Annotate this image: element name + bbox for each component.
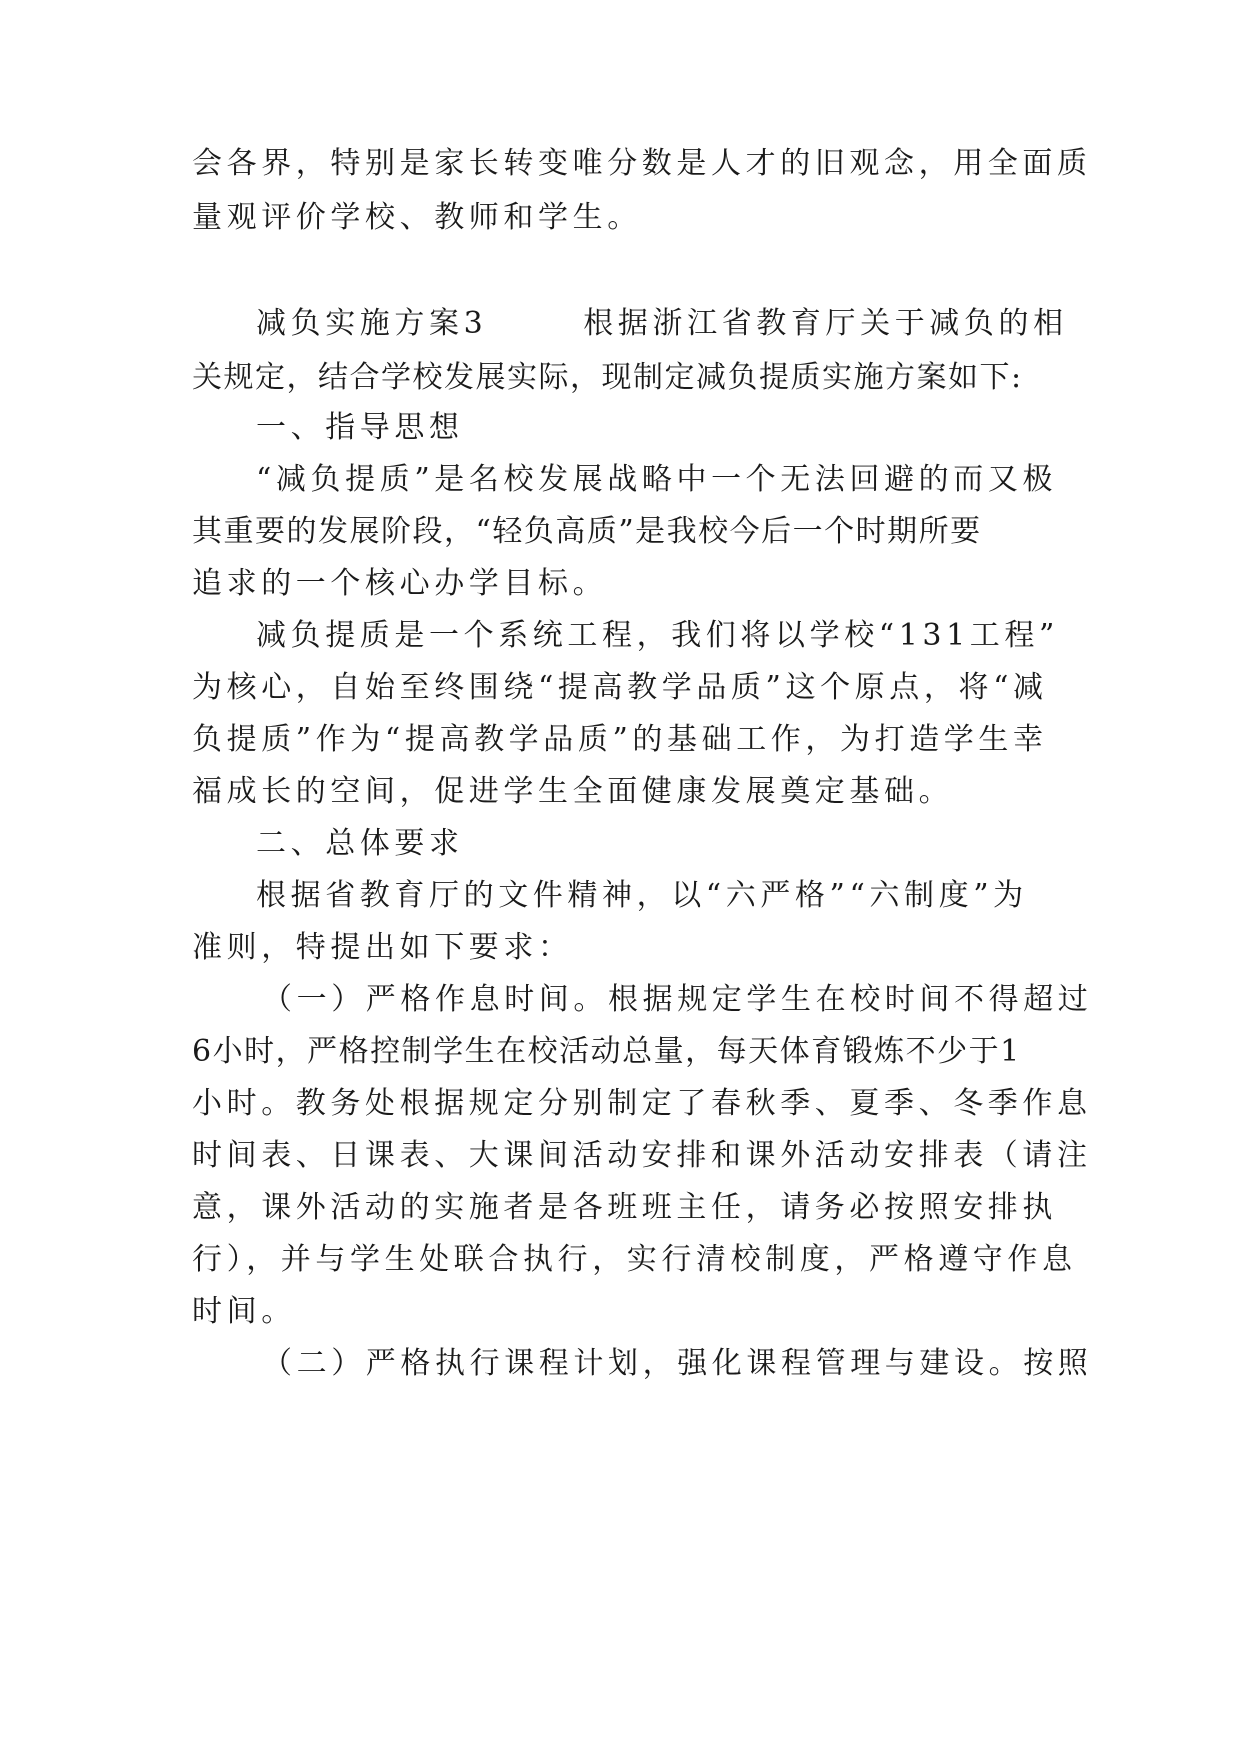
paragraph-line: 时间。 xyxy=(192,1294,296,1329)
paragraph-line: 准则，特提出如下要求： xyxy=(192,930,573,965)
paragraph-line: 时间表、日课表、大课间活动安排和课外活动安排表（请注 xyxy=(192,1138,1092,1173)
paragraph-line: 根据省教育厅的文件精神，以“六严格”“六制度”为 xyxy=(256,878,1028,913)
paragraph-line: 行），并与学生处联合执行，实行清校制度，严格遵守作息 xyxy=(192,1242,1077,1277)
section-title: 减负实施方案3 xyxy=(256,306,488,341)
paragraph-line: 为核心，自始至终围绕“提高教学品质”这个原点，将“减 xyxy=(192,670,1048,705)
paragraph-line: 6小时，严格控制学生在校活动总量，每天体育锻炼不少于1 xyxy=(192,1034,1021,1069)
paragraph-line: 意，课外活动的实施者是各班班主任，请务必按照安排执 xyxy=(192,1190,1057,1225)
paragraph-line: （一）严格作息时间。根据规定学生在校时间不得超过 xyxy=(262,982,1093,1017)
paragraph-line: 负提质”作为“提高教学品质”的基础工作，为打造学生幸 xyxy=(192,722,1048,757)
heading-guiding-thought: 一、指导思想 xyxy=(256,410,464,445)
paragraph-line: “减负提质”是名校发展战略中一个无法回避的而又极 xyxy=(256,462,1058,497)
paragraph-line: 关规定，结合学校发展实际，现制定减负提质实施方案如下: xyxy=(192,360,1023,395)
paragraph-line: 会各界，特别是家长转变唯分数是人才的旧观念，用全面质 xyxy=(192,146,1092,181)
paragraph-line: 减负提质是一个系统工程，我们将以学校“131工程” xyxy=(256,618,1059,653)
paragraph-text: 根据浙江省教育厅关于减负的相 xyxy=(583,306,1068,341)
paragraph-line: 量观评价学校、教师和学生。 xyxy=(192,200,642,235)
paragraph-line: （二）严格执行课程计划，强化课程管理与建设。按照 xyxy=(262,1346,1093,1381)
paragraph-line: 追求的一个核心办学目标。 xyxy=(192,566,608,601)
paragraph-line: 其重要的发展阶段，“轻负高质”是我校今后一个时期所要 xyxy=(192,514,982,549)
paragraph-line: 小时。教务处根据规定分别制定了春秋季、夏季、冬季作息 xyxy=(192,1086,1092,1121)
section-heading-line xyxy=(256,300,1068,348)
heading-general-requirements: 二、总体要求 xyxy=(256,826,464,861)
paragraph-line: 福成长的空间，促进学生全面健康发展奠定基础。 xyxy=(192,774,954,809)
